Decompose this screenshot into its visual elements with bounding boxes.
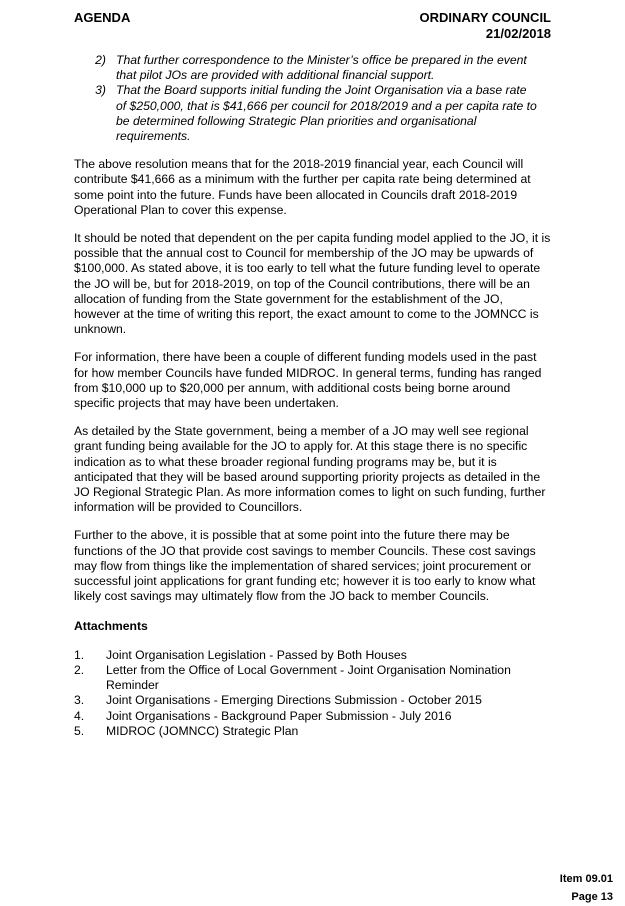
meeting-header (420, 10, 551, 42)
body-paragraph: Further to the above, it is possible that at some point into the future there may be functions of the JO that provide cost savings to member Councils. These cost savings may flow from things like the implementation of shared services; joint procurement or successful joint applications for grant funding etc; however it is too early to know what likely cost savings may ultimately flow from the JO back to member Councils. (74, 528, 536, 604)
resolution-item (74, 53, 552, 83)
agenda-label: AGENDA (74, 10, 131, 25)
attachment-item[interactable] (74, 693, 552, 708)
attachment-item[interactable] (74, 663, 552, 693)
resolution-text: That further correspondence to the Minister’s office be prepared in the event that pilot JOs are provided with additional financial support. (116, 53, 527, 83)
body-paragraph: As detailed by the State government, being a member of a JO may well see regional grant funding being available for the JO to apply for. At this stage there is no specific indication as to what these broader regional funding programs may be, but it is anticipated that they will be based around supporting priority projects as detailed in the JO Regional Strategic Plan. As more information comes to light on such funding, further information will be provided to Councillors. (74, 424, 546, 515)
body-paragraph: It should be noted that dependent on the per capita funding model applied to the JO, it is possible that the annual cost to Council for membership of the JO may be upwards of $100,000. As stated above, it is too early to tell what the future funding level to operate the JO will be, but for 2018-2019, on top of the Council contributions, there will be an allocation of funding from the State government for the establishment of the JO, however at the time of writing this report, the exact amount to come to the JOMNCC is unknown. (74, 231, 551, 337)
attachment-title: Joint Organisations - Emerging Directions Submission - October 2015 (106, 693, 482, 708)
attachment-title: Joint Organisations - Background Paper Submission - July 2016 (106, 708, 452, 723)
resolution-list (74, 53, 552, 144)
attachment-number: 4. (74, 708, 85, 723)
meeting-date: 21/02/2018 (485, 26, 551, 41)
attachment-item[interactable] (74, 724, 552, 739)
item-number: Item 09.01 (559, 873, 613, 885)
attachment-title: Joint Organisation Legislation - Passed by Both Houses (106, 647, 407, 662)
attachment-item[interactable] (74, 709, 552, 724)
resolution-number: 2) (95, 53, 106, 67)
body-paragraph: The above resolution means that for the 2018-2019 financial year, each Council will contribute $41,666 as a minimum with the further per capita rate being determined at some point into the future. Funds have been allocated in Councils draft 2018-2019 Operational Plan to cover this expense. (74, 157, 531, 217)
resolution-text: That the Board supports initial funding the Joint Organisation via a base rate of $250,000, that is $41,666 per council for 2018/2019 and a per capita rate to be determined following Strategic Plan priorities and organisational requirements. (116, 83, 537, 144)
attachment-item[interactable] (74, 648, 552, 663)
attachment-number: 2. (74, 662, 85, 677)
attachment-title: MIDROC (JOMNCC) Strategic Plan (106, 723, 299, 738)
attachment-number: 1. (74, 647, 85, 662)
meeting-title: ORDINARY COUNCIL (419, 10, 551, 25)
attachment-title: Letter from the Office of Local Government - Joint Organisation Nomination Reminder (106, 662, 511, 693)
page-number: Page 13 (571, 891, 613, 903)
resolution-number: 3) (95, 83, 106, 98)
attachment-number: 5. (74, 723, 85, 738)
attachment-number: 3. (74, 693, 85, 708)
report-body (74, 53, 552, 739)
body-paragraph: For information, there have been a couple of different funding models used in the past for how member Councils have funded MIDROC. In general terms, funding has ranged from $10,000 up to $20,000 per annum, with additional costs being borne around specific projects that may have been undertaken. (74, 350, 542, 411)
resolution-item (74, 83, 552, 144)
attachments-list (74, 648, 552, 739)
attachments-heading: Attachments (74, 618, 148, 633)
